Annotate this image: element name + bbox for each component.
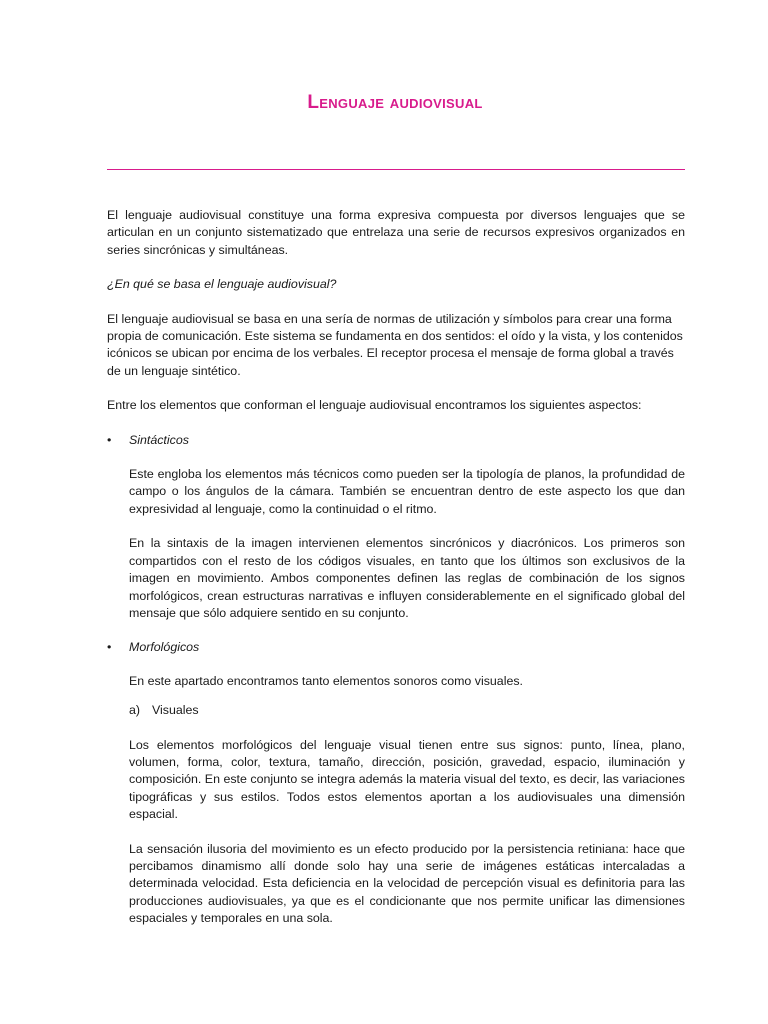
sub-item-heading: Visuales	[152, 703, 199, 718]
title-divider	[107, 169, 685, 170]
bullet-heading-sintacticos: Sintácticos	[129, 432, 189, 447]
sub-item-visuales	[129, 702, 685, 719]
morfologicos-intro: En este apartado encontramos tanto elementos sonoros como visuales.	[129, 673, 523, 688]
bullet-icon: •	[107, 640, 112, 655]
bullet-sintacticos	[107, 432, 685, 449]
sintacticos-paragraph-2: En la sintaxis de la imagen intervienen elementos sincrónicos y diacrónicos. Los primeros son compartidos con el resto de los códigos visuales, en tanto que los últimos son exclusivos de la imagen en movimiento. Ambos componentes definen las reglas de combinación de los signos morfológicos, crean estructuras narrativas e influyen considerablemente en el significado global del mensaje que sólo adquiere sentido en su conjunto.	[129, 536, 685, 620]
bullet-morfologicos	[107, 639, 685, 656]
sintacticos-paragraph-1: Este engloba los elementos más técnicos como pueden ser la tipología de planos, la profundidad de campo o los ángulos de la cámara. También se encuentran dentro de este aspecto los que dan expresividad al lenguaje, como la continuidad o el ritmo.	[129, 467, 685, 516]
question-heading: ¿En qué se basa el lenguaje audiovisual?	[107, 277, 337, 292]
sub-item-marker: a)	[129, 703, 141, 718]
page-title: Lenguaje audiovisual	[307, 92, 483, 113]
basis-paragraph: El lenguaje audiovisual se basa en una sería de normas de utilización y símbolos para crear una forma propia de comunicación. Este sistema se fundamenta en dos sentidos: el oído y la vista, y los contenidos icónicos se ubican por encima de los verbales. El receptor procesa el mensaje de forma global a través de un lenguaje sintético.	[107, 311, 683, 378]
document-body	[107, 207, 685, 928]
intro-paragraph: El lenguaje audiovisual constituye una forma expresiva compuesta por diversos lenguajes que se articulan en un conjunto sistematizado que entrelaza una serie de recursos expresivos organizados en series sincrónicas y simultáneas.	[107, 208, 685, 257]
bullet-icon: •	[107, 432, 112, 447]
bullet-heading-morfologicos: Morfológicos	[129, 640, 200, 655]
visuales-paragraph-1: Los elementos morfológicos del lenguaje visual tienen entre sus signos: punto, línea, plano, volumen, forma, color, textura, tamaño, dirección, posición, gravedad, espacio, iluminación y composición. En este conjunto se integra además la materia visual del texto, es decir, las variaciones tipográficas y sus estilos. Todos estos elementos aportan a los audiovisuales una dimensión espacial.	[129, 737, 685, 822]
visuales-paragraph-2: La sensación ilusoria del movimiento es un efecto producido por la persistencia retiniana: hace que percibamos dinamismo allí donde solo hay una serie de imágenes estáticas intercaladas a determinada velocidad. Esta deficiencia en la velocidad de percepción visual es definitoria para las producciones audiovisuales, ya que es el condicionante que nos permite unificar las dimensiones espaciales y temporales en una sola.	[129, 841, 685, 926]
elements-intro-paragraph: Entre los elementos que conforman el lenguaje audiovisual encontramos los siguientes aspectos:	[107, 398, 642, 413]
